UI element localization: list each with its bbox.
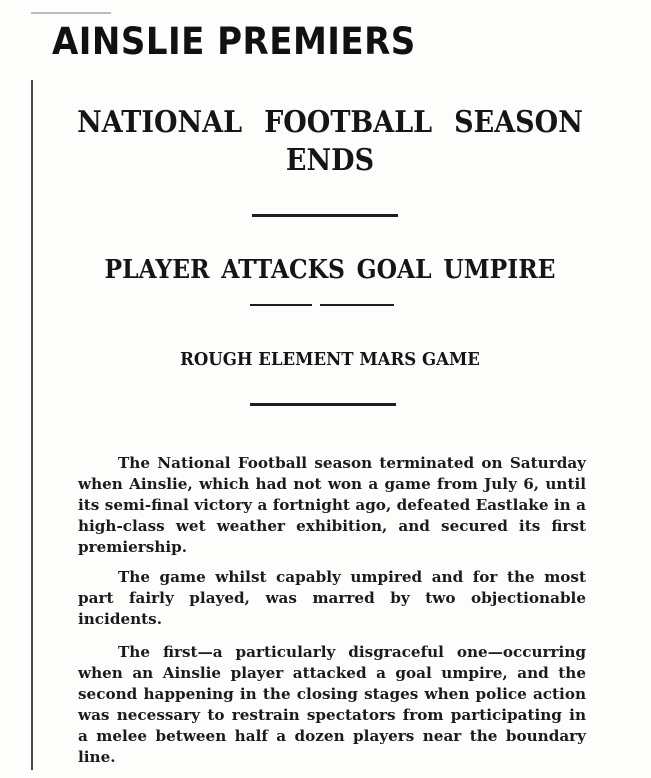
subheading-rough-element: ROUGH ELEMENT MARS GAME <box>180 349 480 370</box>
column-rule <box>31 80 33 770</box>
divider-rule <box>320 304 394 306</box>
paragraph-2-text: The game whilst capably umpired and for the most part fairly played, was marred by two objectionable incidents. <box>78 568 586 628</box>
paragraph-3 <box>78 642 586 768</box>
paragraph-1-text: The National Football season terminated on Saturday when Ainslie, which had not won a game from July 6, until its semi-final victory a fortnight ago, defeated Eastlake in a high-class wet weather exhibition, and secured its first premiership. <box>78 454 586 556</box>
paragraph-2 <box>78 567 586 630</box>
paragraph-3-text: The first—a particularly disgraceful one—occurring when an Ainslie player attacked a goal umpire, and the second happening in the closing stages when police action was necessary to restrain spectators from participating in a melee between half a dozen players near the boundary line. <box>78 643 586 766</box>
subheading-player-attacks: PLAYER ATTACKS GOAL UMPIRE <box>104 255 556 285</box>
paragraph-1 <box>78 453 586 558</box>
divider-rule <box>250 304 312 306</box>
divider-rule <box>250 403 396 406</box>
subheading-line-1: NATIONAL FOOTBALL SEASON <box>77 105 583 140</box>
divider-rule <box>252 214 398 217</box>
top-edge-mark <box>31 12 111 14</box>
headline: AINSLIE PREMIERS <box>52 20 416 63</box>
subheading-season-ends <box>69 104 591 180</box>
subheading-line-2: ENDS <box>285 143 375 178</box>
